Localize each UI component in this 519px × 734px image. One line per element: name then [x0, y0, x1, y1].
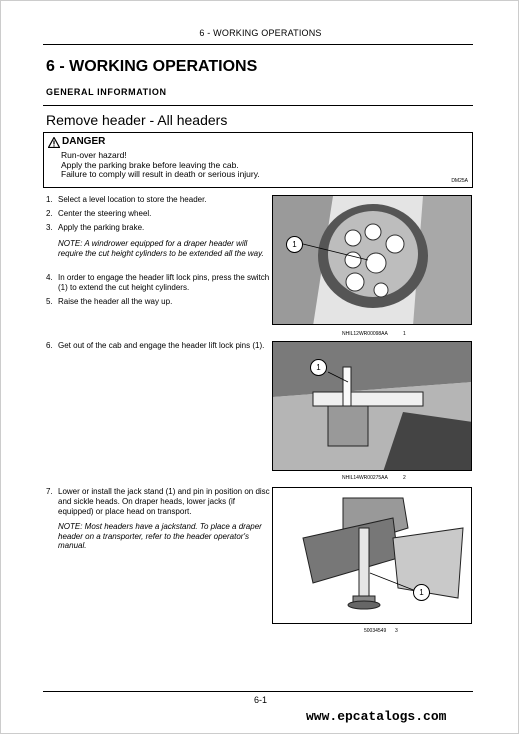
header-rule: [43, 44, 473, 45]
lock-pins-illustration: [273, 342, 472, 471]
running-header: 6 - WORKING OPERATIONS: [199, 28, 322, 38]
topic-title: Remove header - All headers: [46, 112, 228, 128]
watermark-link[interactable]: www.epcatalogs.com: [306, 709, 447, 724]
callout-1: 1: [310, 359, 327, 376]
section-rule: [43, 105, 473, 106]
danger-code: DM25A: [451, 178, 468, 184]
jack-stand-illustration: [273, 488, 472, 624]
page-number: 6-1: [253, 695, 267, 705]
note-jackstand: NOTE: Most headers have a jackstand. To place a draper header on a transporter, refer to the header operator's manual.: [58, 522, 262, 550]
section-title: GENERAL INFORMATION: [46, 87, 167, 97]
danger-label: DANGER: [62, 136, 106, 147]
warning-icon: [48, 137, 60, 148]
figure-2-lock-pins: [272, 341, 472, 471]
figure-2-code: NHIL14WR00275AA: [342, 475, 388, 481]
callout-1: 1: [286, 236, 303, 253]
control-handle-illustration: [273, 196, 472, 325]
danger-line: Run-over hazard!: [61, 150, 127, 160]
callout-1: 1: [413, 584, 430, 601]
figure-1-control-handle: [272, 195, 472, 325]
page: 6 - WORKING OPERATIONS 6 - WORKING OPERATIONS GENERAL INFORMATION Remove header - All headers DANGER Run-over hazard! Apply the parking brake before leaving the cab. Failure to comply will result in death or serious injury. DM25A 1. Select a level location to store the header. 2. Center the steering wheel. 3. Apply the parking brake. NOTE: A windrower equipped for a draper header will require the cut height cylinders to be extended all the way. 4. In order to engage the header lift lock pins, press the switch (1) to extend the cut height cylinders. 5. Raise the header all the way up. 1 NHIL12WR00098AA 1 6. Get out of the cab and engage the header lift lock pins (1). 1 NHIL14WR00275AA 2 7. Lower or install the jack stand (1) and pin in position on disc and sickle heads. On draper heads, lower jacks (if equipped) or place head on transport. NOTE: Most headers have a jackstand. To place a draper header on a transporter, refer to the header operator's manual. 1 50034549 3 6-1 www.epcatalogs.com: [0, 0, 519, 734]
danger-line: Apply the parking brake before leaving the cab.: [61, 160, 239, 170]
figure-1-index: 1: [403, 331, 406, 337]
figure-3-jack-stand: [272, 487, 472, 624]
figure-3-index: 3: [395, 628, 398, 634]
danger-box: [43, 132, 473, 188]
figure-3-code: 50034549: [364, 628, 387, 634]
figure-2-index: 2: [403, 475, 406, 481]
chapter-title: 6 - WORKING OPERATIONS: [46, 58, 258, 75]
danger-line: Failure to comply will result in death or serious injury.: [61, 169, 260, 179]
note-draper: NOTE: A windrower equipped for a draper header will require the cut height cylinders to be extended all the way.: [58, 239, 264, 258]
footer-rule: [43, 691, 473, 692]
figure-1-code: NHIL12WR00098AA: [342, 331, 388, 337]
